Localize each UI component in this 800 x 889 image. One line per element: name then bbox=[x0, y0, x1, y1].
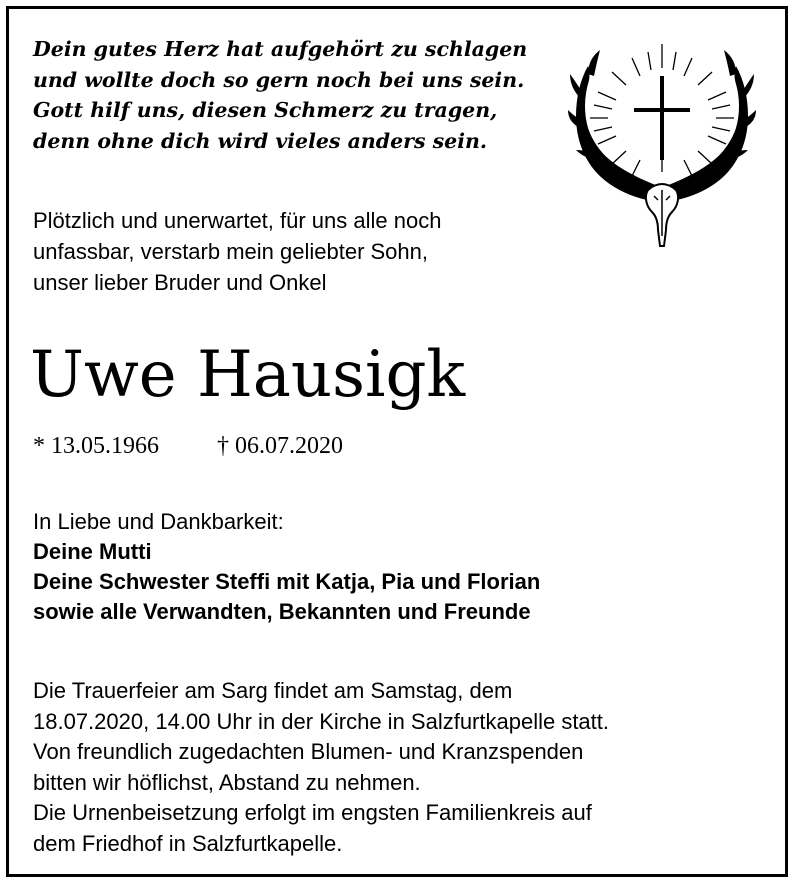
birth-date: * 13.05.1966 bbox=[33, 433, 159, 459]
family-line: Deine Schwester Steffi mit Katja, Pia und Florian bbox=[33, 569, 541, 594]
poem-line: Dein gutes Herz hat aufgehört zu schlagen bbox=[33, 37, 528, 61]
notice-line: Von freundlich zugedachten Blumen- und Kranzspenden bbox=[33, 739, 584, 764]
poem bbox=[33, 34, 573, 156]
poem-line: und wollte doch so gern noch bei uns sein. bbox=[33, 67, 525, 92]
family-line: sowie alle Verwandten, Bekannten und Freunde bbox=[33, 599, 531, 624]
life-dates bbox=[33, 430, 343, 462]
poem-line: Gott hilf uns, diesen Schmerz zu tragen, bbox=[33, 98, 498, 122]
notice-line: bitten wir höflichst, Abstand zu nehmen. bbox=[33, 769, 421, 795]
death-date: † 06.07.2020 bbox=[217, 433, 343, 459]
notice-line: dem Friedhof in Salzfurtkapelle. bbox=[33, 830, 343, 856]
family-signature bbox=[33, 507, 540, 627]
antlers-cross-icon bbox=[568, 40, 756, 250]
poem-line: denn ohne dich wird vieles anders sein. bbox=[33, 128, 488, 153]
notice-line: 18.07.2020, 14.00 Uhr in der Kirche in Salzfurtkapelle statt. bbox=[33, 708, 610, 734]
family-line: Deine Mutti bbox=[33, 539, 152, 564]
intro-text bbox=[33, 205, 441, 298]
funeral-notice bbox=[33, 676, 609, 859]
deceased-name: Uwe Hausigk bbox=[30, 338, 466, 412]
notice-line: Die Urnenbeisetzung erfolgt im engsten Familienkreis auf bbox=[33, 800, 592, 825]
intro-line: Plötzlich und unerwartet, für uns alle noch bbox=[33, 208, 442, 233]
notice-line: Die Trauerfeier am Sarg findet am Samstag, dem bbox=[33, 678, 513, 703]
intro-line: unser lieber Bruder und Onkel bbox=[33, 270, 327, 295]
family-intro: In Liebe und Dankbarkeit: bbox=[33, 509, 284, 534]
intro-line: unfassbar, verstarb mein geliebter Sohn, bbox=[33, 239, 429, 264]
